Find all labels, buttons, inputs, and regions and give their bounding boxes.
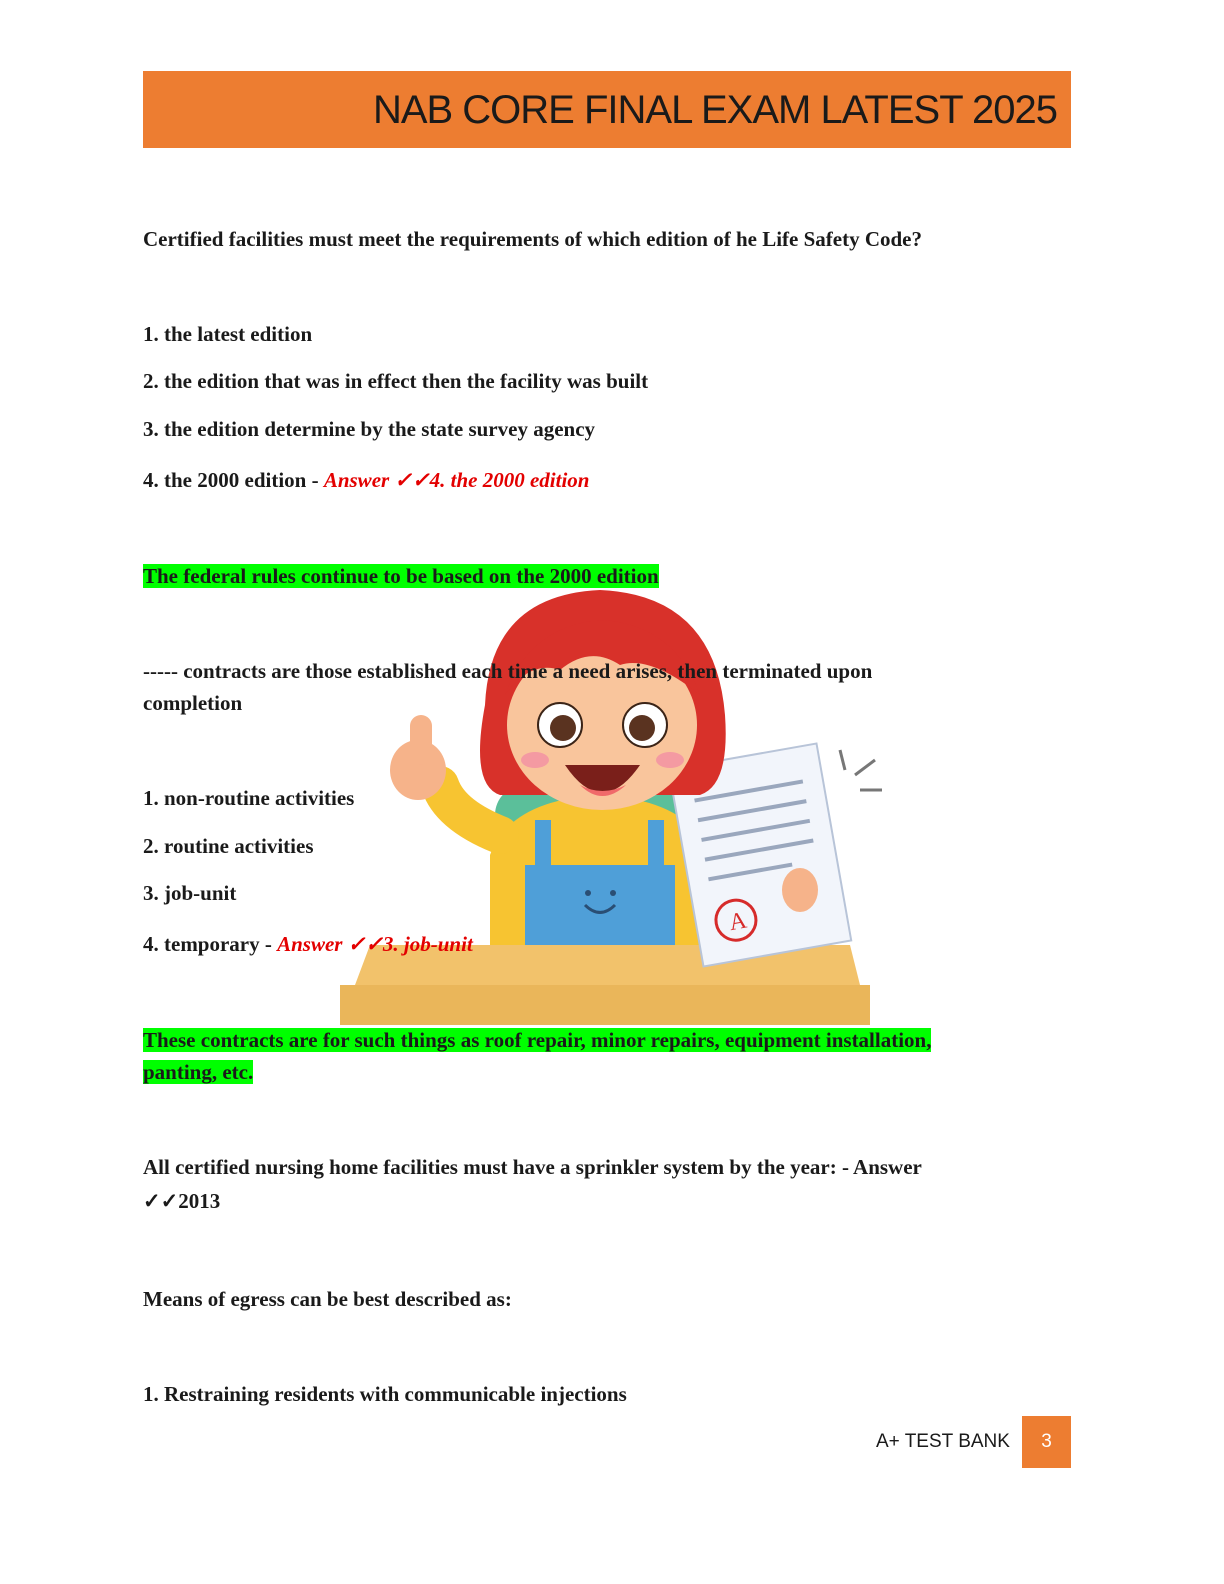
cat-eye-right: [610, 890, 616, 896]
overalls: [525, 865, 675, 945]
grade-mark: A: [727, 907, 749, 937]
q2-question-line-1: ----- contracts are those established each time a need arises, then terminated upon: [143, 659, 873, 683]
student-illustration: [330, 585, 890, 1030]
q1-answer: Answer ✓✓4. the 2000 edition: [323, 468, 590, 492]
paper-hand: [782, 868, 818, 912]
q1-question: Certified facilities must meet the requirements of which edition of he Life Safety Code?: [143, 227, 922, 251]
overalls-strap-right: [648, 820, 664, 875]
q2-rationale-line-1: These contracts are for such things as roof repair, minor repairs, equipment installation,: [143, 1028, 932, 1052]
cat-eye-left: [585, 890, 591, 896]
q1-option-3: 3. the edition determine by the state survey agency: [143, 417, 596, 441]
q3-line-1: All certified nursing home facilities must have a sprinkler system by the year: - Answer: [143, 1155, 922, 1179]
q1-rationale: The federal rules continue to be based on the 2000 edition: [143, 564, 659, 588]
q4-question: Means of egress can be best described as:: [143, 1287, 512, 1311]
q2-option-3: 3. job-unit: [143, 881, 237, 905]
q2-rationale-line-2-row: [143, 1059, 253, 1085]
cheek-right: [656, 752, 684, 768]
q3-line-2: ✓✓2013: [143, 1189, 221, 1213]
q2-rationale-line-1-row: [143, 1027, 931, 1053]
q1-rationale-row: [143, 563, 659, 589]
q2-option-1: 1. non-routine activities: [143, 786, 355, 810]
q2-option-2: 2. routine activities: [143, 834, 314, 858]
q1-option-1: 1. the latest edition: [143, 322, 313, 346]
q2-rationale-line-2: panting, etc.: [143, 1060, 254, 1084]
footer-label: A+ TEST BANK: [876, 1431, 1010, 1452]
overalls-strap-left: [535, 820, 551, 875]
q4-option-1: 1. Restraining residents with communicable injections: [143, 1382, 627, 1406]
thumb: [410, 715, 432, 765]
desk-front: [340, 985, 870, 1025]
q1-option-4: 4. the 2000 edition -: [143, 468, 324, 492]
q2-option-4-row: [143, 931, 473, 957]
document-title: NAB CORE FINAL EXAM LATEST 2025: [372, 88, 1057, 132]
q2-option-4: 4. temporary -: [143, 932, 278, 956]
q1-option-4-row: [143, 467, 589, 493]
page-number: 3: [1041, 1431, 1052, 1452]
cheek-left: [521, 752, 549, 768]
header-band: [143, 71, 1071, 148]
arm-left: [440, 785, 500, 835]
q2-answer: Answer ✓✓3. job-unit: [277, 932, 473, 956]
page-number-box: [1022, 1416, 1071, 1468]
q1-option-2: 2. the edition that was in effect then the facility was built: [143, 369, 649, 393]
q2-question-line-2: completion: [143, 691, 243, 715]
